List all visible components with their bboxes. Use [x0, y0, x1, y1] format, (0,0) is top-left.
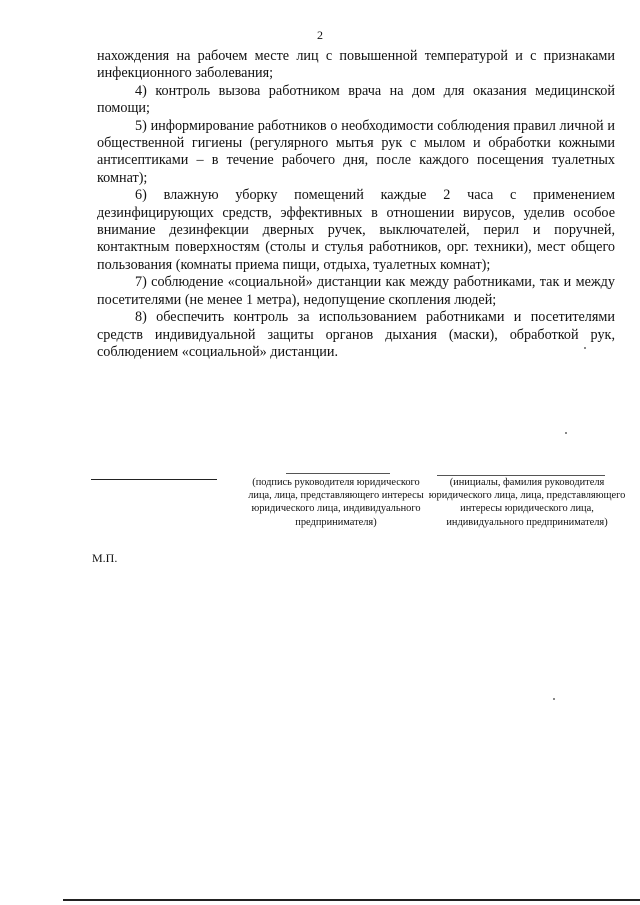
paragraph-item-6: 6) влажную уборку помещений каждые 2 часа с применением дезинфицирующих средств, эффективных в отношении вирусов, уделив особое внимание дезинфекции дверных ручек, выключателей, перил и поручней, контактным поверхностям (столы и стулья работников, орг. техники), мест общего пользования (комнаты приема пищи, отдыха, туалетных комнат);: [97, 187, 615, 273]
position-blank-line: [91, 479, 217, 480]
paragraph-item-5: 5) информирование работников о необходимости соблюдения правил личной и общественной гигиены (регулярного мытья рук с мылом и обработки кожными антисептиками – в течение рабочего дня, после каждого посещения туалетных комнат);: [97, 117, 615, 186]
paragraph-item-4: 4) контроль вызова работником врача на дом для оказания медицинской помощи;: [97, 82, 615, 117]
paragraph-item-8: 8) обеспечить контроль за использованием работниками и посетителями средств индивидуальной защиты органов дыхания (маски), обработкой рук, соблюдением «социальной» дистанции.: [97, 309, 615, 360]
document-body: [97, 48, 615, 361]
signature-caption: (подпись руководителя юридического лица, лица, представляющего интересы юридического лица, индивидуального предпринимателя): [248, 477, 424, 528]
paragraph-continuation: нахождения на рабочем месте лиц с повышенной температурой и с признаками инфекционного заболевания;: [97, 48, 615, 82]
name-caption: (инициалы, фамилия руководителя юридического лица, лица, представляющего интересы юридического лица, индивидуального предпринимателя): [428, 477, 626, 528]
page-number: 2: [317, 28, 323, 42]
paragraph-item-7: 7) соблюдение «социальной» дистанции как между работниками, так и между посетителями (не менее 1 метра), недопущение скопления людей;: [97, 274, 615, 308]
scan-bottom-edge: [63, 899, 640, 901]
scan-speck: [553, 698, 555, 700]
signature-blank-line: [286, 473, 390, 474]
scan-speck: [584, 347, 586, 349]
scan-speck: [565, 432, 567, 434]
seal-mark: М.П.: [92, 551, 118, 565]
